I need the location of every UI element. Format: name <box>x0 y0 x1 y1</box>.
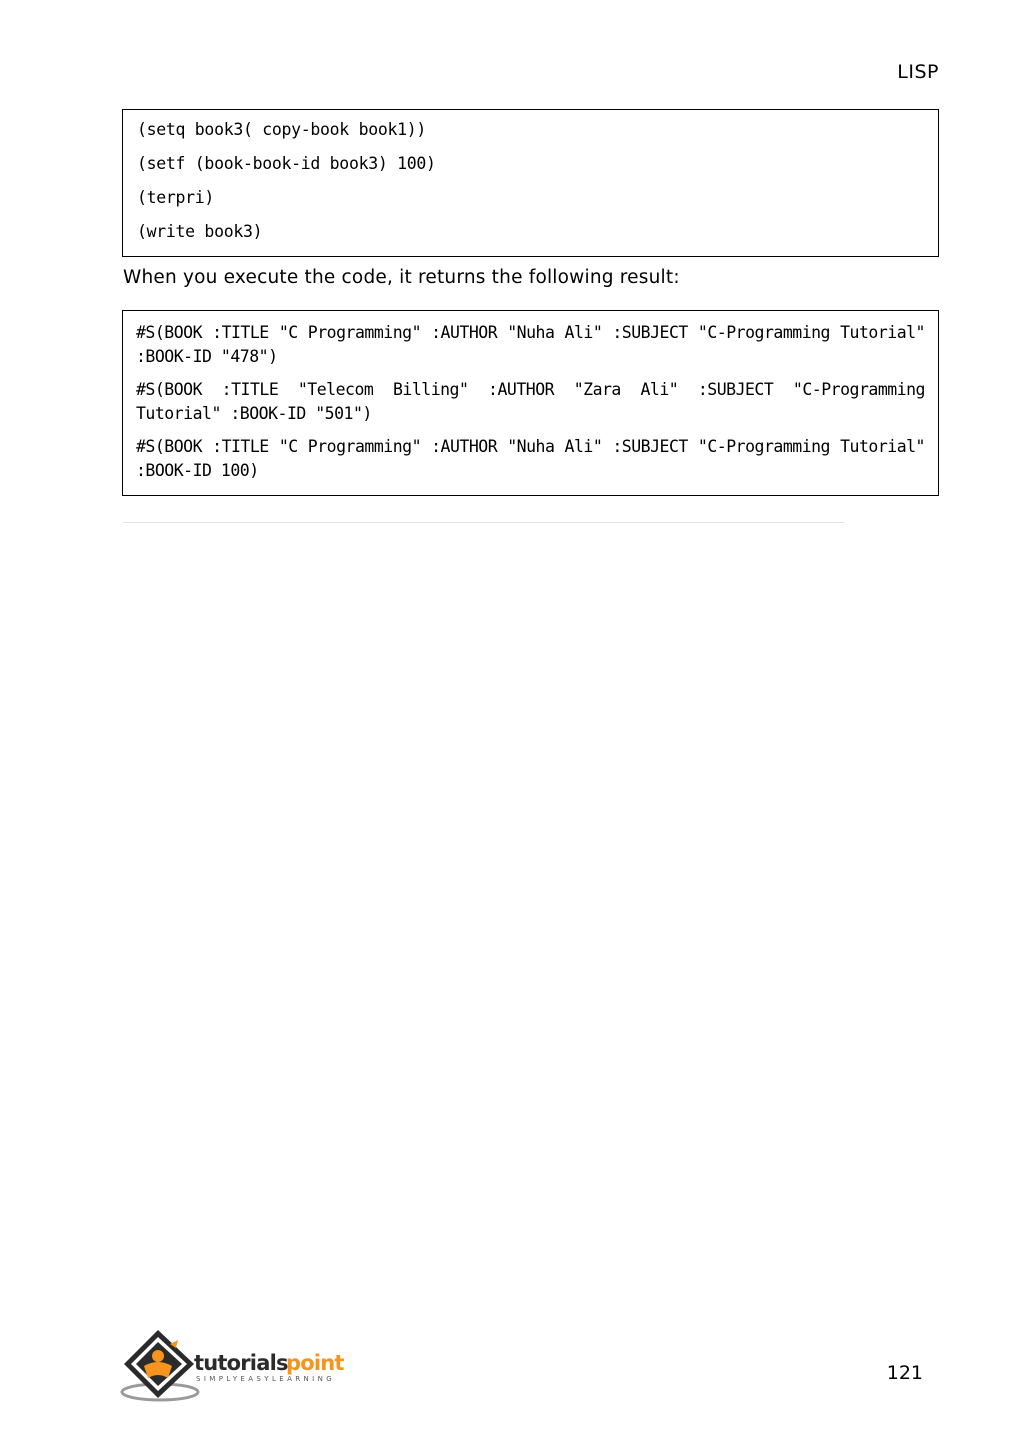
logo-graphic <box>120 1326 370 1406</box>
result-block <box>122 310 939 496</box>
tutorialspoint-logo <box>120 1326 370 1406</box>
result-line: #S(BOOK :TITLE "C Programming" :AUTHOR "Nuha Ali" :SUBJECT "C-Programming Tutorial" :BOOK-ID "478") <box>136 323 925 366</box>
running-header: LISP <box>897 61 939 83</box>
footnote-divider <box>123 522 844 523</box>
code-line: (setq book3( copy-book book1)) <box>137 120 427 139</box>
code-block <box>122 109 939 257</box>
logo-wordmark-b: point <box>286 1351 344 1375</box>
code-line: (terpri) <box>137 188 215 207</box>
result-line: #S(BOOK :TITLE "Telecom Billing" :AUTHOR "Zara Ali" :SUBJECT "C-Programming Tutorial" :BOOK-ID "501") <box>136 380 925 423</box>
page-number: 121 <box>886 1362 923 1384</box>
code-line: (setf (book-book-id book3) 100) <box>137 154 436 173</box>
logo-figure-head <box>152 1350 164 1362</box>
logo-tagline: SIMPLYEASYLEARNING <box>196 1375 336 1383</box>
result-line: #S(BOOK :TITLE "C Programming" :AUTHOR "Nuha Ali" :SUBJECT "C-Programming Tutorial" :BOOK-ID 100) <box>136 437 925 480</box>
body-paragraph: When you execute the code, it returns the following result: <box>123 267 680 288</box>
logo-wordmark-a: tutorials <box>194 1351 288 1375</box>
code-line: (write book3) <box>137 222 263 241</box>
